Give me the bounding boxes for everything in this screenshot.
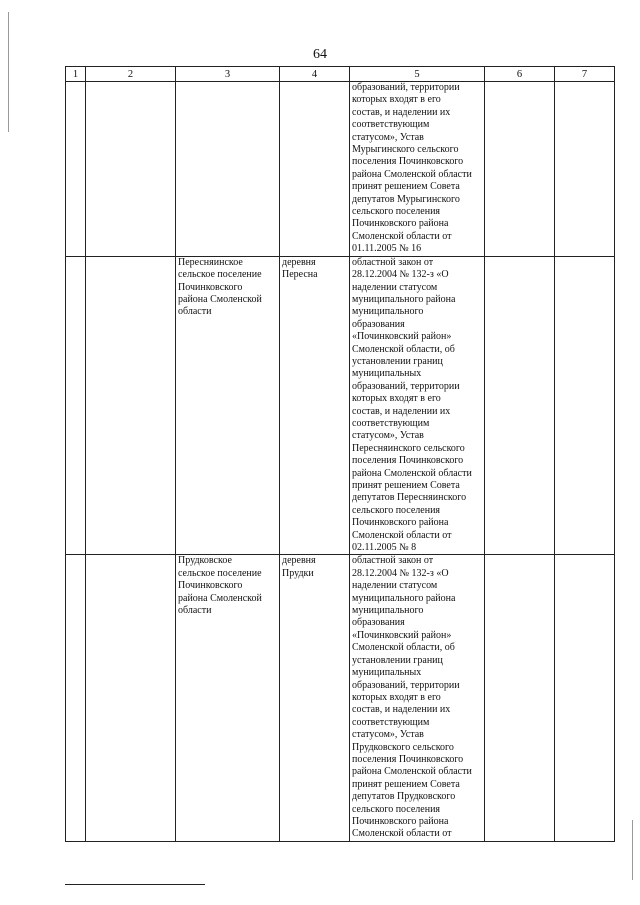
cell-line: которых входят в его (352, 691, 441, 703)
scan-edge-mark (632, 820, 633, 880)
locality-cell (280, 256, 350, 555)
cell-line: муниципального района (352, 293, 456, 305)
cell-line: статусом», Устав (352, 131, 424, 143)
cell-line: 28.12.2004 № 132-з «О (352, 269, 449, 281)
settlement-name-cell (176, 256, 280, 555)
cell-col6 (485, 82, 555, 257)
footnote-divider (65, 884, 205, 885)
cell-line: областной закон от (352, 555, 434, 567)
cell-line: деревня (282, 555, 316, 567)
cell-line: района Смоленской (178, 293, 262, 305)
cell-line: муниципальных (352, 667, 422, 679)
column-header: 2 (86, 67, 176, 82)
cell-line: наделении статусом (352, 281, 438, 293)
cell-line: статусом», Устав (352, 430, 424, 442)
cell-line: «Починковский район» (352, 629, 452, 641)
cell-line: состав, и наделении их (352, 704, 451, 716)
cell-line: принят решением Совета (352, 181, 460, 193)
cell-line: Смоленской области, об (352, 343, 455, 355)
cell-line: муниципального района (352, 592, 456, 604)
settlement-name-cell (176, 82, 280, 257)
cell-line: Мурыгинского сельского (352, 144, 459, 156)
cell-line: поселения Починковского (352, 455, 464, 467)
cell-col7 (555, 82, 615, 257)
cell-col2 (86, 256, 176, 555)
document-table (65, 66, 615, 842)
cell-line: образований, территории (352, 82, 460, 93)
cell-line: сельское поселение (178, 269, 262, 281)
cell-line: Починковского района (352, 815, 449, 827)
cell-line: Смоленской области от (352, 230, 452, 242)
cell-line: соответствующим (352, 417, 430, 429)
row-number-cell (66, 555, 86, 841)
cell-col7 (555, 555, 615, 841)
cell-line: района Смоленской области (352, 766, 472, 778)
cell-line: сельского поселения (352, 504, 441, 516)
cell-line: состав, и наделении их (352, 106, 451, 118)
cell-line: образований, территории (352, 679, 460, 691)
cell-line: Прудковское (178, 555, 232, 567)
cell-line: статусом», Устав (352, 729, 424, 741)
cell-line: соответствующим (352, 119, 430, 131)
column-header: 4 (280, 67, 350, 82)
cell-line: Смоленской области от (352, 828, 452, 840)
cell-line: Пересна (282, 269, 318, 281)
cell-line: поселения Починковского (352, 753, 464, 765)
cell-line: наделении статусом (352, 580, 438, 592)
cell-line: Починковского района (352, 517, 449, 529)
cell-line: района Смоленской (178, 592, 262, 604)
row-number-cell (66, 82, 86, 257)
cell-line: Пересняинское (178, 256, 243, 268)
column-header: 5 (350, 67, 485, 82)
cell-line: депутатов Прудковского (352, 791, 456, 803)
scan-margin-mark (8, 12, 9, 132)
cell-line: образований, территории (352, 380, 460, 392)
cell-line: района Смоленской области (352, 168, 472, 180)
cell-line: области (178, 605, 212, 617)
cell-line: Починковского (178, 281, 243, 293)
cell-line: муниципального (352, 605, 424, 617)
table-header-row (66, 67, 615, 82)
cell-line: муниципальных (352, 368, 422, 380)
legal-basis-cell (350, 555, 485, 841)
cell-line: Починковского района (352, 218, 449, 230)
cell-line: Смоленской области от (352, 529, 452, 541)
cell-line: Прудки (282, 567, 314, 579)
column-header: 7 (555, 67, 615, 82)
cell-line: установлении границ (352, 654, 443, 666)
cell-line: которых входят в его (352, 393, 441, 405)
cell-line: депутатов Пересняинского (352, 492, 467, 504)
cell-line: соответствующим (352, 716, 430, 728)
locality-cell (280, 555, 350, 841)
cell-line: 01.11.2005 № 16 (352, 243, 422, 255)
column-header: 1 (66, 67, 86, 82)
cell-line: муниципального (352, 306, 424, 318)
cell-col2 (86, 82, 176, 257)
cell-line: сельского поселения (352, 803, 441, 815)
cell-line: сельское поселение (178, 567, 262, 579)
cell-line: образования (352, 318, 405, 330)
cell-line: 02.11.2005 № 8 (352, 542, 417, 554)
cell-line: принят решением Совета (352, 480, 460, 491)
cell-line: «Починковский район» (352, 331, 452, 343)
table-row (66, 555, 615, 841)
locality-cell (280, 82, 350, 257)
cell-line: Пересняинского сельского (352, 442, 465, 454)
cell-line: установлении границ (352, 355, 443, 367)
cell-line: поселения Починковского (352, 156, 464, 168)
cell-line: 28.12.2004 № 132-з «О (352, 567, 449, 579)
cell-line: сельского поселения (352, 206, 441, 218)
page-number: 64 (313, 47, 327, 62)
column-header: 3 (176, 67, 280, 82)
cell-line: Смоленской области, об (352, 642, 455, 654)
cell-line: депутатов Мурыгинского (352, 193, 460, 205)
cell-line: состав, и наделении их (352, 405, 451, 417)
legal-basis-cell (350, 256, 485, 555)
cell-col6 (485, 256, 555, 555)
cell-line: образования (352, 617, 405, 629)
cell-col7 (555, 256, 615, 555)
cell-line: которых входят в его (352, 94, 441, 106)
cell-col6 (485, 555, 555, 841)
cell-line: принят решением Совета (352, 778, 460, 790)
table-row (66, 82, 615, 257)
table-row (66, 256, 615, 555)
cell-line: областной закон от (352, 256, 434, 268)
row-number-cell (66, 256, 86, 555)
settlement-name-cell (176, 555, 280, 841)
cell-line: Прудковского сельского (352, 741, 454, 753)
cell-col2 (86, 555, 176, 841)
cell-line: деревня (282, 256, 316, 268)
column-header: 6 (485, 67, 555, 82)
cell-line: района Смоленской области (352, 467, 472, 479)
cell-line: Починковского (178, 580, 243, 592)
cell-line: области (178, 306, 212, 318)
legal-basis-cell (350, 82, 485, 257)
